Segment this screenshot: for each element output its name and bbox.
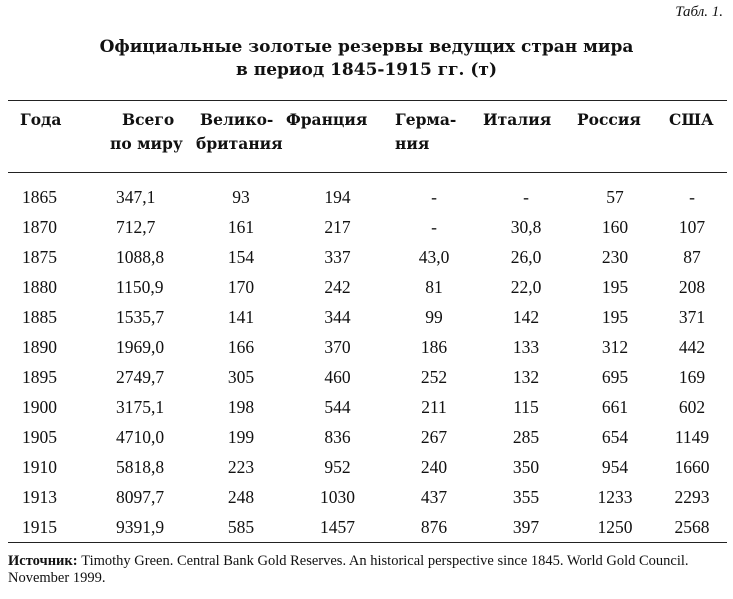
- cell-britain: 161: [227, 216, 255, 237]
- cell-world: 1969,0: [116, 336, 165, 357]
- cell-russia: 1233: [597, 486, 633, 507]
- cell-britain: 199: [227, 426, 255, 447]
- cell-year: 1865: [22, 186, 57, 207]
- cell-usa: 602: [678, 396, 706, 417]
- cell-usa: 87: [683, 246, 701, 267]
- cell-france: 1030: [320, 486, 355, 507]
- table-row: [8, 272, 727, 302]
- cell-russia: 654: [601, 426, 629, 447]
- cell-germany: 211: [421, 396, 447, 417]
- table-row: [8, 332, 727, 362]
- cell-russia: 230: [601, 246, 629, 267]
- cell-france: 370: [324, 336, 351, 357]
- cell-france: 337: [324, 246, 351, 267]
- cell-germany: 437: [420, 486, 448, 507]
- header-label: Герма-: [395, 110, 457, 129]
- header-label: Велико-: [200, 110, 274, 129]
- cell-britain: 166: [227, 336, 255, 357]
- cell-russia: 954: [601, 456, 629, 477]
- table-title: [0, 36, 733, 82]
- cell-world: 1150,9: [116, 276, 164, 297]
- cell-germany: 252: [420, 366, 448, 387]
- header-usa: [657, 108, 727, 172]
- cell-germany: -: [431, 216, 437, 237]
- cell-italy: 115: [513, 396, 539, 417]
- table-row: [8, 302, 727, 332]
- gold-reserves-table: [8, 108, 727, 542]
- cell-italy: 355: [512, 486, 540, 507]
- cell-world: 9391,9: [116, 516, 165, 537]
- cell-russia: 160: [601, 216, 629, 237]
- cell-world: 2749,7: [116, 366, 165, 387]
- cell-usa: 2293: [674, 486, 710, 507]
- header-label: ния: [395, 134, 430, 153]
- cell-russia: 1250: [597, 516, 633, 537]
- table-row: [8, 452, 727, 482]
- table-row: [8, 212, 727, 242]
- cell-usa: 107: [678, 216, 706, 237]
- table-row: [8, 422, 727, 452]
- table-row: [8, 482, 727, 512]
- cell-britain: 248: [227, 486, 255, 507]
- cell-russia: 695: [601, 366, 629, 387]
- cell-britain: 93: [232, 186, 250, 207]
- table-row: [8, 242, 727, 272]
- cell-year: 1880: [22, 276, 57, 297]
- cell-world: 712,7: [116, 216, 156, 237]
- cell-britain: 170: [227, 276, 255, 297]
- source-label: Источник:: [8, 553, 78, 569]
- cell-france: 544: [324, 396, 351, 417]
- cell-italy: 285: [512, 426, 540, 447]
- cell-world: 3175,1: [116, 396, 165, 417]
- cell-world: 1088,8: [116, 246, 165, 267]
- header-label: Франция: [286, 110, 368, 129]
- cell-year: 1875: [22, 246, 57, 267]
- header-world: [104, 108, 196, 172]
- header-label: по миру: [110, 134, 183, 153]
- table-row: [8, 172, 727, 212]
- cell-russia: 661: [601, 396, 629, 417]
- cell-germany: -: [431, 186, 437, 207]
- header-germany: [389, 108, 479, 172]
- cell-usa: 442: [678, 336, 706, 357]
- cell-year: 1890: [22, 336, 57, 357]
- cell-germany: 81: [425, 276, 443, 297]
- cell-usa: -: [689, 186, 695, 207]
- cell-germany: 43,0: [418, 246, 450, 267]
- bottom-rule: [8, 542, 727, 543]
- cell-italy: 22,0: [510, 276, 542, 297]
- header-britain: [196, 108, 286, 172]
- cell-year: 1913: [22, 486, 57, 507]
- cell-italy: -: [523, 186, 529, 207]
- cell-britain: 198: [227, 396, 255, 417]
- cell-france: 242: [324, 276, 351, 297]
- cell-world: 8097,7: [116, 486, 165, 507]
- table-row: [8, 362, 727, 392]
- cell-year: 1900: [22, 396, 57, 417]
- cell-france: 344: [324, 306, 351, 327]
- cell-usa: 169: [678, 366, 706, 387]
- cell-italy: 397: [512, 516, 540, 537]
- table-row: [8, 392, 727, 422]
- cell-britain: 305: [227, 366, 255, 387]
- title-line-1: Официальные золотые резервы ведущих стран мира: [99, 37, 634, 57]
- cell-italy: 133: [512, 336, 540, 357]
- cell-germany: 240: [420, 456, 448, 477]
- cell-germany: 876: [420, 516, 448, 537]
- cell-year: 1905: [22, 426, 57, 447]
- header-italy: [479, 108, 573, 172]
- cell-usa: 371: [678, 306, 706, 327]
- header-year: [8, 108, 104, 172]
- cell-italy: 142: [512, 306, 540, 327]
- header-russia: [573, 108, 657, 172]
- cell-britain: 141: [227, 306, 255, 327]
- cell-year: 1885: [22, 306, 57, 327]
- cell-usa: 1149: [674, 426, 710, 447]
- cell-britain: 223: [227, 456, 255, 477]
- cell-france: 217: [324, 216, 351, 237]
- cell-usa: 1660: [674, 456, 710, 477]
- title-line-2: в период 1845-1915 гг. (т): [236, 60, 497, 80]
- cell-usa: 2568: [674, 516, 710, 537]
- cell-france: 194: [324, 186, 351, 207]
- cell-france: 952: [324, 456, 351, 477]
- cell-italy: 26,0: [510, 246, 542, 267]
- cell-year: 1910: [22, 456, 57, 477]
- header-row: [8, 108, 727, 172]
- header-label: США: [669, 110, 714, 129]
- cell-italy: 350: [512, 456, 540, 477]
- header-france: [286, 108, 389, 172]
- cell-world: 5818,8: [116, 456, 165, 477]
- cell-germany: 267: [420, 426, 448, 447]
- header-label: британия: [196, 134, 283, 153]
- source-note: [8, 553, 730, 587]
- table-label: Табл. 1.: [675, 4, 723, 20]
- source-text: Timothy Green. Central Bank Gold Reserves. An historical perspective since 1845. World Gold Council. November 1999.: [8, 553, 689, 586]
- cell-italy: 30,8: [510, 216, 542, 237]
- cell-britain: 154: [227, 246, 255, 267]
- header-label: Года: [20, 110, 62, 129]
- cell-russia: 195: [601, 306, 629, 327]
- cell-france: 460: [324, 366, 351, 387]
- cell-france: 1457: [320, 516, 355, 537]
- cell-russia: 57: [606, 186, 624, 207]
- cell-germany: 186: [420, 336, 448, 357]
- table-row: [8, 512, 727, 542]
- header-label: Всего: [122, 110, 175, 129]
- cell-world: 347,1: [116, 186, 156, 207]
- cell-russia: 195: [601, 276, 629, 297]
- cell-world: 4710,0: [116, 426, 165, 447]
- cell-year: 1870: [22, 216, 57, 237]
- top-rule: [8, 100, 727, 101]
- cell-britain: 585: [227, 516, 255, 537]
- cell-year: 1895: [22, 366, 57, 387]
- cell-germany: 99: [425, 306, 443, 327]
- cell-world: 1535,7: [116, 306, 165, 327]
- cell-russia: 312: [601, 336, 629, 357]
- cell-france: 836: [324, 426, 351, 447]
- cell-italy: 132: [512, 366, 540, 387]
- header-label: Италия: [483, 110, 552, 129]
- cell-year: 1915: [22, 516, 57, 537]
- cell-usa: 208: [678, 276, 706, 297]
- header-label: Россия: [577, 110, 641, 129]
